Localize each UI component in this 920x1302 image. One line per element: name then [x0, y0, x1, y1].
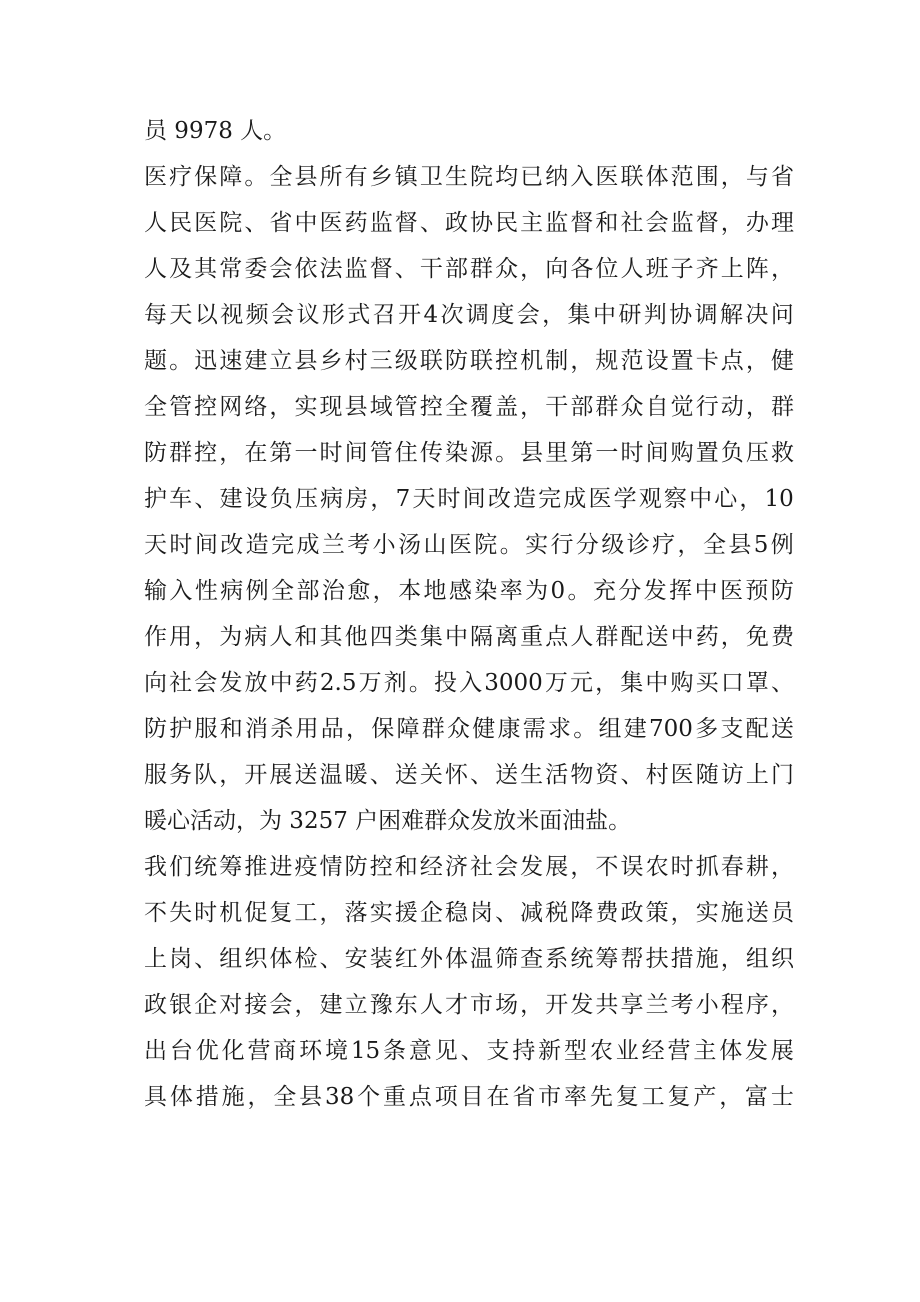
text-line: 员 9978 人。 [144, 118, 287, 144]
text-line: 暖心活动，为 3257 户困难群众发放米面油盐。 [144, 808, 632, 834]
text-line: 护 车 、 建 设 负 压 病 房 ， 7 天 时 间 改 造 完 成 医 学 观 察 中 心 ， 10 [144, 486, 794, 512]
text-line: 防 护 服 和 消 杀 用 品 ， 保 障 群 众 健 康 需 求 。 组 建 700 多 支 配 送 [144, 716, 794, 742]
text-line: 输 入 性 病 例 全 部 治 愈 ， 本 地 感 染 率 为 0 。 充 分 发 挥 中 医 预 防 [144, 578, 794, 604]
text-line: 医 疗 保 障 。 全 县 所 有 乡 镇 卫 生 院 均 已 纳 入 医 联 体 范 围 ， 与 省 [144, 164, 794, 190]
text-line: 题 。 迅 速 建 立 县 乡 村 三 级 联 防 联 控 机 制 ， 规 范 设 置 卡 点 ， 健 [144, 348, 794, 374]
body-text [144, 108, 794, 1120]
text-line: 天 时 间 改 造 完 成 兰 考 小 汤 山 医 院 。 实 行 分 级 诊 疗 ， 全 县 5 例 [144, 532, 794, 558]
text-line: 我 们 统 筹 推 进 疫 情 防 控 和 经 济 社 会 发 展 ， 不 误 农 时 抓 春 耕 ， [144, 854, 794, 880]
text-line: 具 体 措 施 ， 全 县 38 个 重 点 项 目 在 省 市 率 先 复 工 复 产 ， 富 士 [144, 1084, 794, 1110]
text-line: 出 台 优 化 营 商 环 境 15 条 意 见 、 支 持 新 型 农 业 经 营 主 体 发 展 [144, 1038, 794, 1064]
text-line: 全 管 控 网 络 ， 实 现 县 域 管 控 全 覆 盖 ， 干 部 群 众 自 觉 行 动 ， 群 [144, 394, 794, 420]
text-line: 政 银 企 对 接 会 ， 建 立 豫 东 人 才 市 场 ， 开 发 共 享 兰 考 小 程 序 ， [144, 992, 794, 1018]
text-line: 服 务 队 ， 开 展 送 温 暖 、 送 关 怀 、 送 生 活 物 资 、 村 医 随 访 上 门 [144, 762, 794, 788]
text-line: 人 及 其 常 委 会 依 法 监 督 、 干 部 群 众 ， 向 各 位 人 班 子 齐 上 阵 ， [144, 256, 794, 282]
text-line: 人 民 医 院 、 省 中 医 药 监 督 、 政 协 民 主 监 督 和 社 会 监 督 ， 办 理 [144, 210, 794, 236]
text-line: 每 天 以 视 频 会 议 形 式 召 开 4 次 调 度 会 ， 集 中 研 判 协 调 解 决 问 [144, 302, 794, 328]
text-line: 防 群 控 ， 在 第 一 时 间 管 住 传 染 源 。 县 里 第 一 时 间 购 置 负 压 救 [144, 440, 794, 466]
text-line: 不 失 时 机 促 复 工 ， 落 实 援 企 稳 岗 、 减 税 降 费 政 策 ， 实 施 送 员 [144, 900, 794, 926]
text-line: 上 岗 、 组 织 体 检 、 安 装 红 外 体 温 筛 查 系 统 筹 帮 扶 措 施 ， 组 织 [144, 946, 794, 972]
text-line: 向 社 会 发 放 中 药 2.5 万 剂 。 投 入 3000 万 元 ， 集 中 购 买 口 罩 、 [144, 670, 794, 696]
text-line: 作 用 ， 为 病 人 和 其 他 四 类 集 中 隔 离 重 点 人 群 配 送 中 药 ， 免 费 [144, 624, 794, 650]
